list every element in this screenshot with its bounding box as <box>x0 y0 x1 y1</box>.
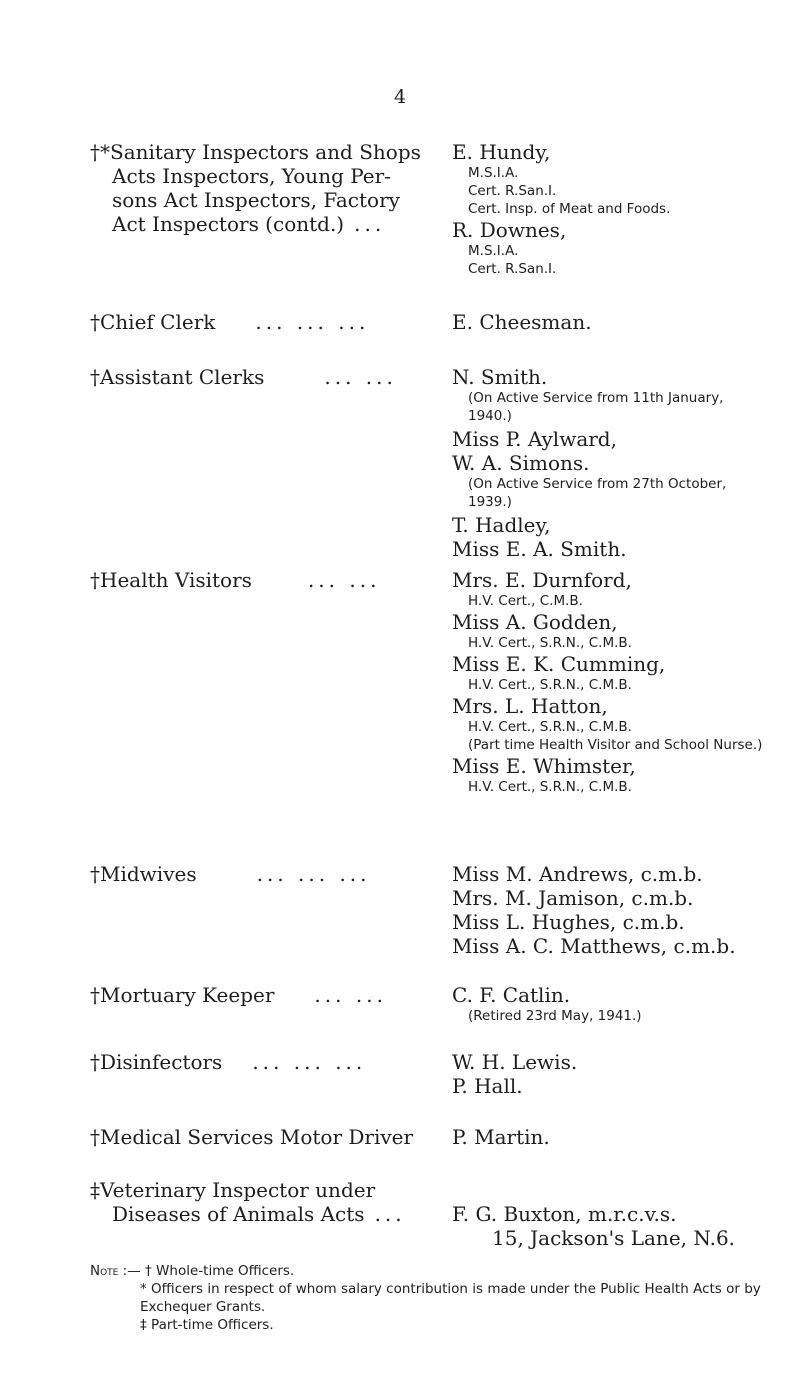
role-chief-clerk <box>90 310 435 334</box>
qualification: Cert. R.San.I. <box>468 183 557 199</box>
leader-dots: ... ... ... <box>255 310 370 334</box>
footnotes <box>90 1262 780 1334</box>
role-text: †Medical Services Motor Driver <box>90 1125 414 1149</box>
person-name: R. Downes, <box>452 218 567 242</box>
leader-dots: ... <box>354 212 386 236</box>
role-veterinary-inspector <box>90 1178 435 1226</box>
note-whole-time: † Whole-time Officers. <box>145 1263 295 1279</box>
person-name: T. Hadley, <box>452 513 551 537</box>
role-midwives <box>90 862 435 886</box>
role-disinfectors <box>90 1050 435 1074</box>
person-name: Miss A. C. Matthews, c.m.b. <box>452 934 736 958</box>
leader-dots: ... ... ... <box>252 1050 367 1074</box>
role-line: Diseases of Animals Acts <box>112 1202 365 1226</box>
role-text: †Assistant Clerks <box>90 365 265 389</box>
person-name: Miss E. A. Smith. <box>452 537 627 561</box>
qualification: Cert. R.San.I. <box>468 261 557 277</box>
person-name: C. F. Catlin. <box>452 983 571 1007</box>
leader-dots: ... ... <box>314 983 387 1007</box>
role-line: Acts Inspectors, Young Per- <box>112 164 391 188</box>
person-name: Miss E. K. Cumming, <box>452 652 666 676</box>
people-sanitary-inspectors <box>452 140 792 278</box>
service-note: (Retired 23rd May, 1941.) <box>468 1008 642 1024</box>
service-note: (Part time Health Visitor and School Nurse.) <box>468 737 763 753</box>
address: 15, Jackson's Lane, N.6. <box>492 1226 736 1250</box>
qualification: H.V. Cert., S.R.N., C.M.B. <box>468 677 632 693</box>
qualification: H.V. Cert., S.R.N., C.M.B. <box>468 635 632 651</box>
role-text: †Disinfectors <box>90 1050 223 1074</box>
person-name: Mrs. M. Jamison, c.m.b. <box>452 886 694 910</box>
person-name: W. H. Lewis. <box>452 1050 578 1074</box>
role-line: Act Inspectors (contd.) <box>112 212 345 236</box>
leader-dots: ... ... <box>307 568 381 592</box>
service-note: (On Active Service from 27th October, 1939.) <box>468 476 727 510</box>
people-veterinary-inspector <box>452 1202 792 1250</box>
role-motor-driver <box>90 1125 435 1149</box>
note-salary-contribution: * Officers in respect of whom salary contribution is made under the Public Health Acts or by Exchequer Grants. <box>140 1281 761 1315</box>
people-motor-driver <box>452 1125 792 1149</box>
person-name: E. Hundy, <box>452 140 551 164</box>
people-mortuary-keeper <box>452 983 792 1025</box>
role-mortuary-keeper <box>90 983 435 1007</box>
leader-dots: ... <box>374 1202 406 1226</box>
qualification: Cert. Insp. of Meat and Foods. <box>468 201 671 217</box>
role-sanitary-inspectors <box>90 140 435 236</box>
people-assistant-clerks <box>452 365 792 561</box>
people-disinfectors <box>452 1050 792 1098</box>
people-chief-clerk <box>452 310 792 334</box>
qualification: M.S.I.A. <box>468 243 519 259</box>
role-text: †Mortuary Keeper <box>90 983 275 1007</box>
role-assistant-clerks <box>90 365 435 389</box>
service-note: (On Active Service from 11th January, 1940.) <box>468 390 724 424</box>
leader-dots: ... ... <box>324 365 397 389</box>
person-name: P. Martin. <box>452 1125 550 1149</box>
page-number: 4 <box>393 86 407 108</box>
qualification: H.V. Cert., S.R.N., C.M.B. <box>468 779 632 795</box>
person-name: N. Smith. <box>452 365 548 389</box>
role-line: sons Act Inspectors, Factory <box>112 188 400 212</box>
person-name: E. Cheesman. <box>452 310 592 334</box>
person-name: Miss P. Aylward, <box>452 427 617 451</box>
qualification: H.V. Cert., S.R.N., C.M.B. <box>468 719 632 735</box>
role-line: ‡Veterinary Inspector under <box>90 1178 376 1202</box>
person-name: Miss M. Andrews, c.m.b. <box>452 862 703 886</box>
role-line: †*Sanitary Inspectors and Shops <box>90 140 421 164</box>
person-name: Mrs. L. Hatton, <box>452 694 608 718</box>
person-name: F. G. Buxton, m.r.c.v.s. <box>452 1202 677 1226</box>
person-name: Miss A. Godden, <box>452 610 618 634</box>
qualification: H.V. Cert., C.M.B. <box>468 593 583 609</box>
note-heading: Note :— <box>90 1263 141 1279</box>
people-health-visitors <box>452 568 792 796</box>
person-name: Miss E. Whimster, <box>452 754 636 778</box>
people-midwives <box>452 862 792 958</box>
note-part-time: ‡ Part-time Officers. <box>140 1317 274 1333</box>
person-name: Mrs. E. Durnford, <box>452 568 632 592</box>
person-name: Miss L. Hughes, c.m.b. <box>452 910 685 934</box>
person-name: P. Hall. <box>452 1074 523 1098</box>
role-text: †Chief Clerk <box>90 310 216 334</box>
person-name: W. A. Simons. <box>452 451 590 475</box>
role-text: †Midwives <box>90 862 197 886</box>
role-text: †Health Visitors <box>90 568 252 592</box>
role-health-visitors <box>90 568 435 592</box>
leader-dots: ... ... ... <box>256 862 371 886</box>
qualification: M.S.I.A. <box>468 165 519 181</box>
